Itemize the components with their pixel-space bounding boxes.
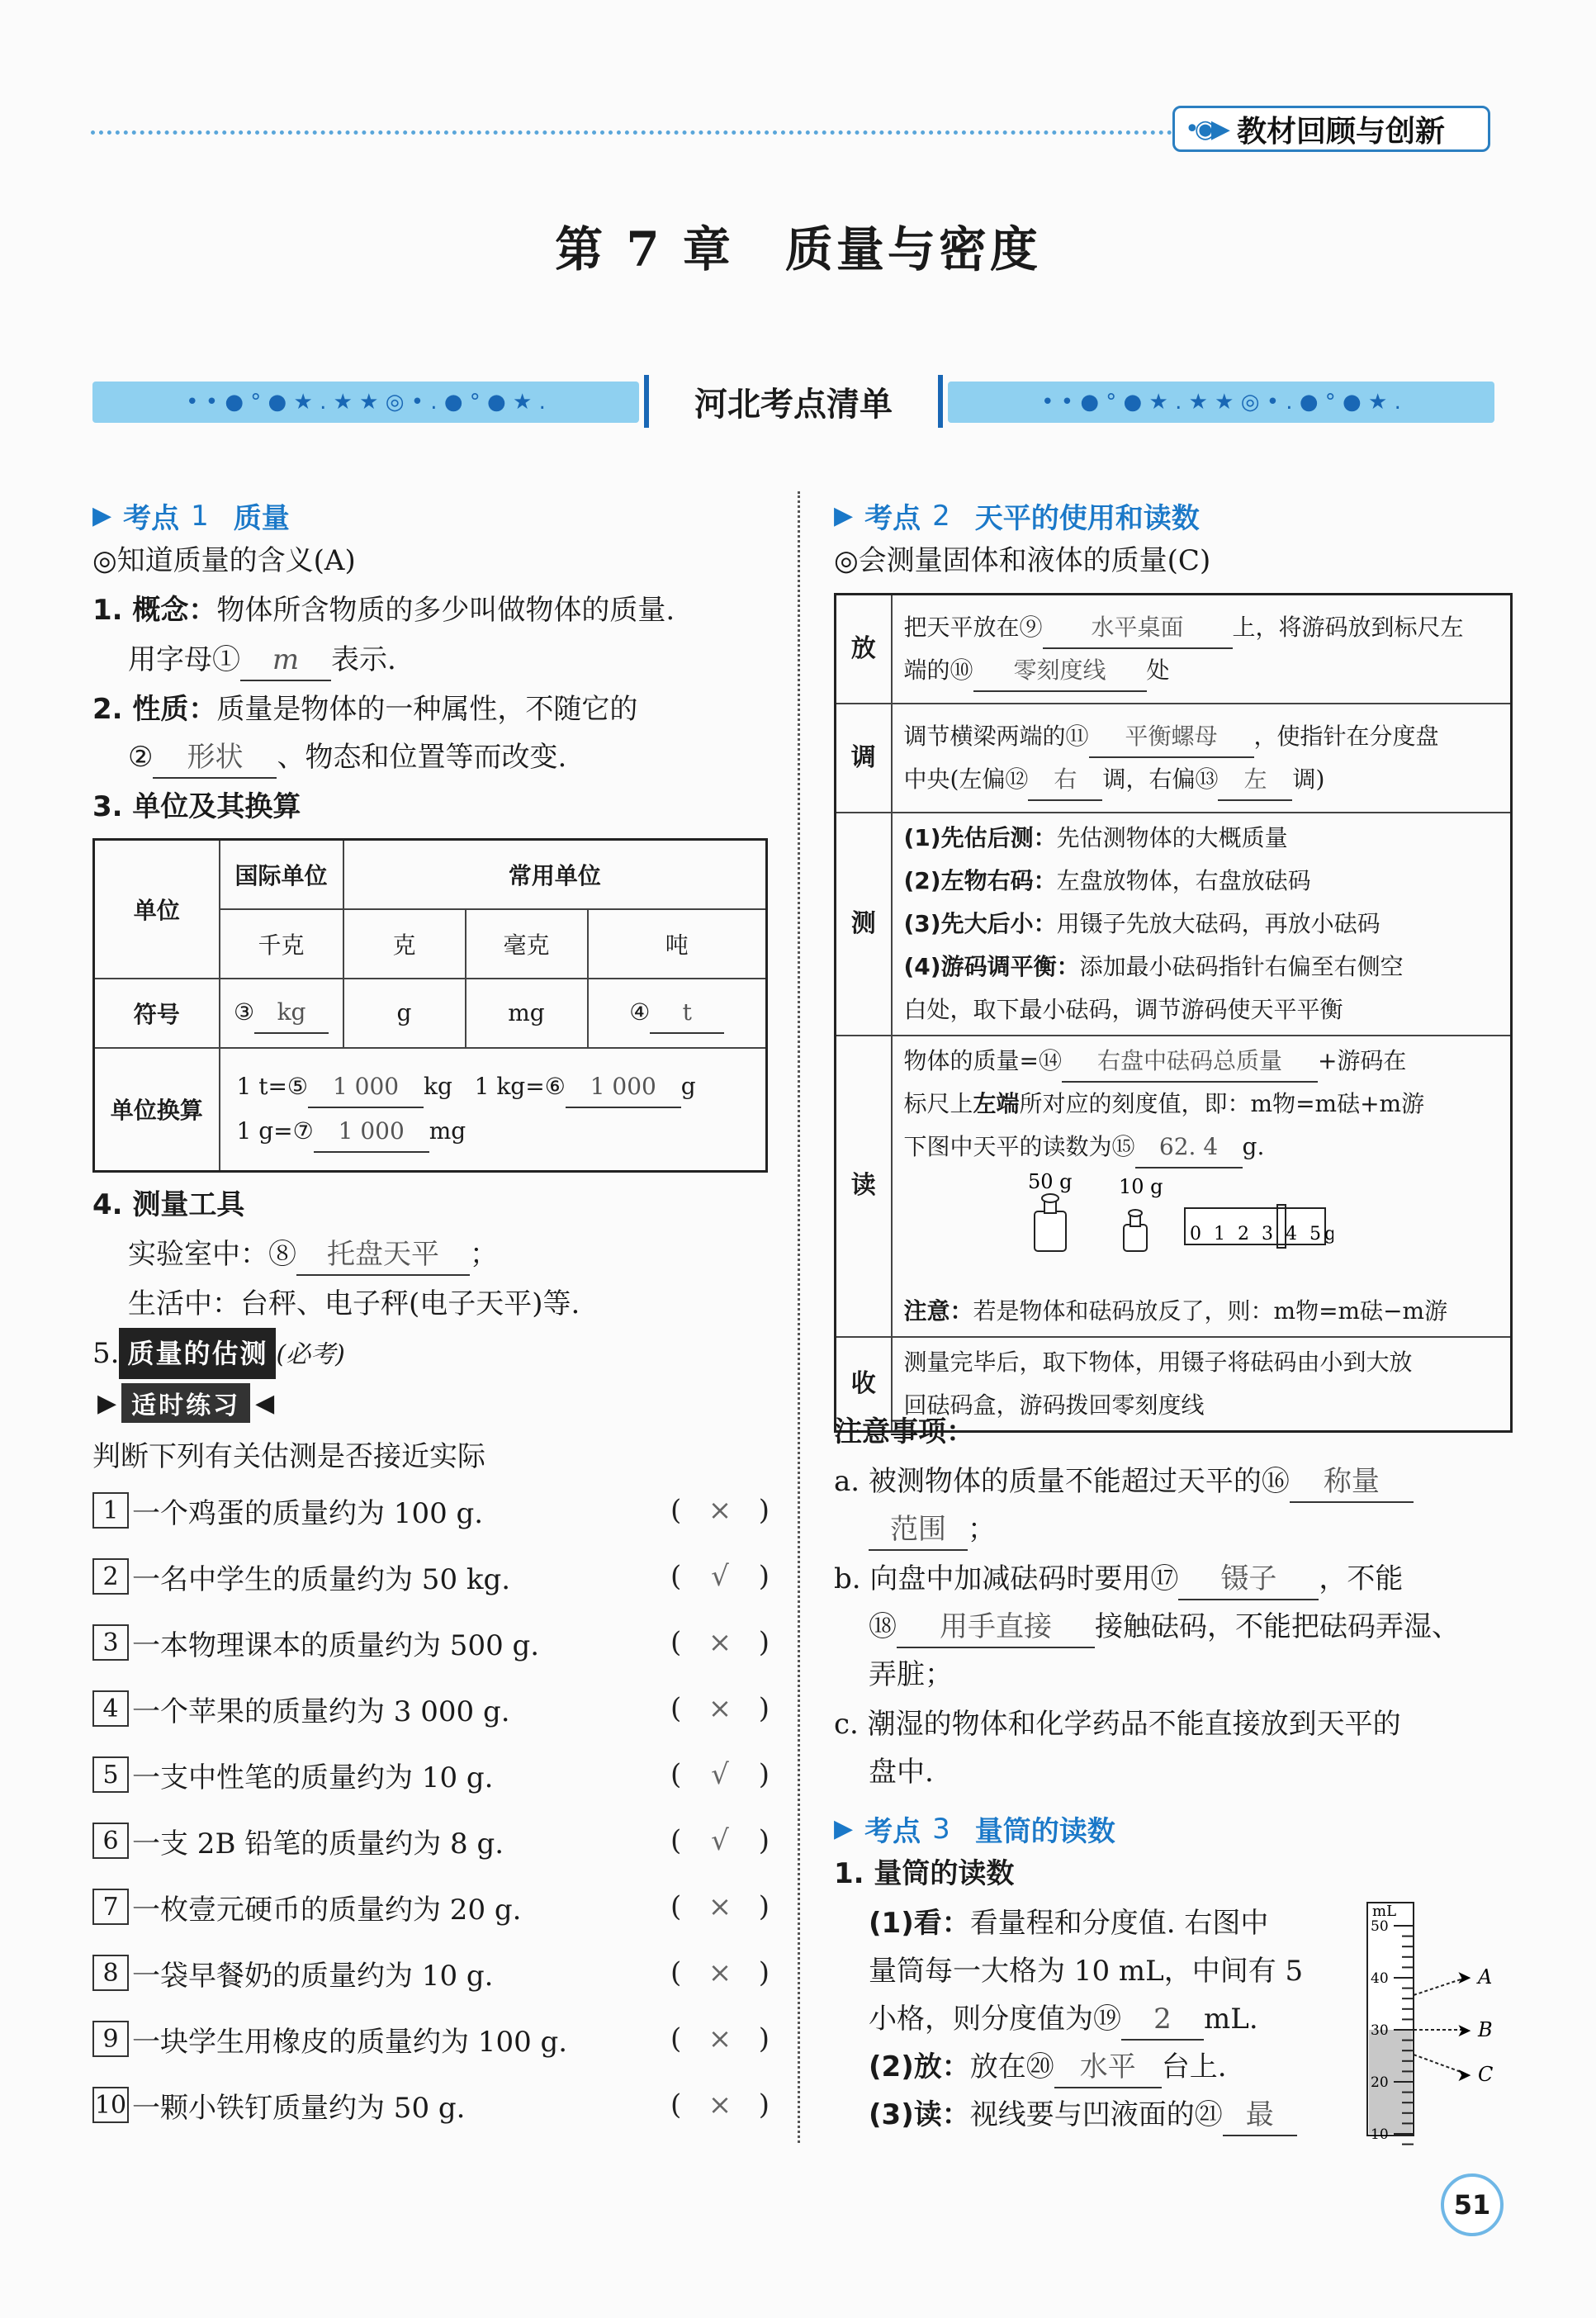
right-paren: ) [758, 1824, 770, 1857]
property-line [92, 685, 637, 733]
left-paren: ( [670, 2088, 682, 2121]
place-end: 台上. [1161, 2050, 1227, 2083]
conv2-text: 1 kg=⑥ [474, 1073, 566, 1101]
eye-arrow-b-icon: ➤ [1456, 2021, 1472, 2041]
item-text: 一颗小铁钉质量约为 50 g. [132, 2091, 466, 2125]
answer-mark: × [708, 2088, 732, 2121]
answer-blank: kg [254, 993, 329, 1034]
kp3-label: 考点 [864, 1815, 921, 1848]
left-paren: ( [670, 1758, 682, 1791]
kp3-line-2: 量筒每一大格为 10 mL，中间有 5 [869, 1955, 1304, 1988]
unit-header: 单位 [94, 840, 220, 979]
answer-blank: 称量 [1290, 1462, 1414, 1503]
unit-milligram: 毫克 [466, 909, 588, 979]
item-number: 5 [92, 1756, 129, 1793]
note-c: c. 潮湿的物体和化学药品不能直接放到天平的 [834, 1708, 1401, 1741]
practice-item [92, 1751, 770, 1799]
collect-text-2: 回砝码盒，游码拨回零刻度线 [903, 1391, 1205, 1419]
note-a-2 [869, 1505, 996, 1553]
label-c: C [1478, 2063, 1494, 2086]
property-end: 、物态和位置等而改变. [277, 741, 567, 774]
cylinder-tick-label: 40 [1371, 1970, 1389, 1987]
weight-50g-icon [1035, 1194, 1066, 1251]
kp3-subheading: 1. 量筒的读数 [834, 1857, 1015, 1890]
item-text: 一个苹果的质量约为 3 000 g. [132, 1695, 510, 1728]
left-paren: ( [670, 1956, 682, 1989]
item-text: 一本物理课本的质量约为 500 g. [132, 1628, 540, 1662]
tools-lab-text: 实验室中：⑧ [128, 1238, 296, 1271]
step-read: 读 [836, 1036, 892, 1337]
tools-lab-end: ； [470, 1238, 498, 1271]
concept-line-2 [128, 636, 396, 684]
measure-text-4: 添加最小砝码指针右偏至右侧空 [1079, 952, 1404, 980]
item-text: 一名中学生的质量约为 50 kg. [132, 1562, 511, 1596]
measure-rule-1: (1)先估后测： [903, 823, 1057, 851]
answer-blank: t [650, 993, 724, 1034]
item-text: 一个鸡蛋的质量约为 100 g. [132, 1496, 484, 1530]
item-number: 9 [92, 2021, 129, 2057]
conv2-unit: g [680, 1073, 696, 1101]
left-paren: ( [670, 1692, 682, 1725]
kp2-label: 考点 [864, 502, 921, 535]
right-paren: ) [758, 1956, 770, 1989]
ruler-scale: 0 1 2 3 4 5g [1189, 1223, 1333, 1244]
answer-blank: 左 [1218, 760, 1292, 801]
right-paren: ) [758, 1692, 770, 1725]
note-a-text: a. 被测物体的质量不能超过天平的⑯ [834, 1465, 1290, 1498]
note-b [834, 1555, 1403, 1603]
item-mark [670, 1494, 770, 1527]
answer-mark: × [708, 2022, 732, 2055]
practice-tag [97, 1383, 274, 1423]
triangle-icon: ▶ [92, 501, 112, 530]
practice-item [92, 1619, 770, 1666]
label-a: A [1478, 1965, 1493, 1989]
note-text: 若是物体和砝码放反了，则：m物=m砝−m游 [973, 1296, 1448, 1325]
answer-mark: × [708, 1956, 732, 1989]
kp3-line-1 [869, 1899, 1268, 1947]
practice-label: 适时练习 [121, 1383, 250, 1423]
triangle-icon: ▶ [834, 501, 854, 530]
conversion-header: 单位换算 [94, 1048, 220, 1172]
property-prompt: ② [128, 741, 154, 774]
answer-blank: 零刻度线 [973, 651, 1147, 692]
measure-text-5: 白处，取下最小砝码，调节游码使天平平衡 [903, 995, 1343, 1023]
left-paren: ( [670, 1890, 682, 1923]
note-c-2: 盘中. [869, 1756, 934, 1789]
kp1-num: 1 [191, 499, 209, 533]
measure-text-1: 先估测物体的大概质量 [1056, 823, 1288, 851]
kp3-line-3 [869, 1995, 1258, 2043]
conv1-unit: kg [424, 1073, 452, 1101]
notes-heading: 注意事项： [834, 1415, 974, 1448]
place-text: 放在⑳ [969, 2050, 1054, 2083]
answer-blank: 62. 4 [1135, 1127, 1243, 1168]
estimation-must: (必考) [276, 1340, 345, 1369]
note-b-text-3: 接触砝码，不能把砝码弄湿、 [1095, 1610, 1460, 1643]
measure-rule-4: (4)游码调平衡： [903, 952, 1080, 980]
header-dotted-line [91, 130, 1172, 135]
answer-mark: × [708, 1626, 732, 1659]
right-paren: ) [758, 2022, 770, 2055]
arrow-icon: •◉▶ [1185, 114, 1225, 144]
banner-decoration-right: • • ● ° ● ★ . ★ ★ ◎ • . ● ° ● ★ . [948, 382, 1494, 423]
answer-blank: 托盘天平 [296, 1235, 470, 1276]
unit-ton: 吨 [588, 909, 767, 979]
read-formula: 所对应的刻度值，即：m物=m砝+m游 [1019, 1089, 1425, 1117]
note-b-3: 弄脏； [869, 1658, 953, 1691]
left-paren: ( [670, 1626, 682, 1659]
kp3-line-5 [869, 2091, 1297, 2139]
tools-heading: 4. 测量工具 [92, 1188, 245, 1221]
header-badge [1172, 106, 1490, 152]
answer-blank: 用手直接 [897, 1607, 1095, 1648]
concept-line [92, 586, 675, 634]
unit-table [92, 838, 768, 1173]
step-adjust: 调 [836, 704, 892, 813]
triangle-icon: ▶ [834, 1814, 854, 1843]
answer-blank: 最 [1223, 2095, 1297, 2136]
right-paren: ) [758, 1494, 770, 1527]
step-read-content [892, 1036, 1512, 1337]
item-mark [670, 1890, 770, 1923]
item-number: 3 [92, 1624, 129, 1661]
right-paren: ) [758, 1626, 770, 1659]
kp3-heading [834, 1808, 1115, 1849]
reverse-play-icon: ◀ [255, 1388, 275, 1418]
step-place-content [892, 595, 1512, 704]
item-mark [670, 2022, 770, 2055]
kp2-num: 2 [932, 499, 950, 533]
step-collect-content [892, 1337, 1512, 1432]
answer-blank: 形状 [153, 737, 277, 779]
tools-life: 生活中：台秤、电子秤(电子天平)等. [128, 1287, 580, 1320]
estimation-heading [92, 1328, 345, 1379]
graduated-cylinder-diagram [1354, 1898, 1503, 2145]
answer-blank: 水平桌面 [1043, 608, 1233, 649]
answer-blank: 水平 [1054, 2047, 1162, 2088]
adjust-text-1: 调节横梁两端的⑪ [903, 722, 1089, 750]
read-text-3: 标尺上 [903, 1089, 973, 1117]
play-icon: ▶ [97, 1388, 117, 1418]
read-text-1: 物体的质量=⑭ [903, 1046, 1062, 1074]
ruler-icon [1185, 1205, 1333, 1248]
right-paren: ) [758, 1890, 770, 1923]
concept-text: 物体所含物质的多少叫做物体的质量. [216, 594, 675, 627]
answer-blank: m [240, 640, 331, 681]
note-label: 注意： [903, 1296, 973, 1325]
practice-item [92, 1552, 770, 1600]
item-number: 8 [92, 1955, 129, 1991]
item-number: 2 [92, 1558, 129, 1595]
page-number: 51 [1441, 2173, 1504, 2236]
right-paren: ) [758, 1560, 770, 1593]
balance-table [834, 593, 1513, 1433]
measure-text-3: 用镊子先放大砝码，再放小砝码 [1056, 909, 1381, 937]
item-mark [670, 1560, 770, 1593]
weights-and-ruler-diagram [904, 1168, 1333, 1276]
step-measure-content [892, 813, 1512, 1036]
answer-blank: 2 [1121, 1999, 1204, 2041]
place-text-4: 处 [1146, 656, 1170, 684]
conv1-text: 1 t=⑤ [236, 1073, 309, 1101]
item-text: 一块学生用橡皮的质量约为 100 g. [132, 2025, 568, 2059]
kp2-heading [834, 495, 1200, 536]
left-paren: ( [670, 1494, 682, 1527]
answer-blank: 镊子 [1178, 1559, 1319, 1600]
place-text-3: 端的⑩ [903, 656, 973, 684]
common-unit-header: 常用单位 [343, 840, 767, 909]
symbol-g: g [343, 979, 466, 1048]
adjust-text-4: 调，右偏⑬ [1102, 765, 1219, 793]
step-place: 放 [836, 595, 892, 704]
cylinder-tick-label: 10 [1371, 2126, 1389, 2143]
answer-blank: 1 000 [566, 1067, 681, 1108]
weight-50g-label: 50 g [1027, 1169, 1073, 1193]
answer-mark: √ [711, 1560, 729, 1593]
cylinder-tick-label: 30 [1371, 2022, 1389, 2039]
blank-number: ③ [233, 998, 255, 1026]
item-mark [670, 1824, 770, 1857]
answer-blank: 范围 [869, 1510, 968, 1551]
practice-item [92, 1949, 770, 1997]
header-badge-text: 教材回顾与创新 [1236, 114, 1445, 149]
read-left-end: 左端 [973, 1089, 1020, 1117]
kp1-heading [92, 495, 290, 536]
answer-mark: √ [711, 1824, 729, 1857]
estimation-num: 5. [92, 1337, 120, 1370]
weight-10g-icon [1124, 1210, 1147, 1251]
kp2-requirement: ◎会测量固体和液体的质量(C) [834, 544, 1211, 577]
item-number: 6 [92, 1823, 129, 1859]
answer-blank: 1 000 [314, 1112, 429, 1153]
item-mark [670, 1626, 770, 1659]
kp1-label: 考点 [123, 502, 180, 535]
concept-prompt: 用字母① [128, 643, 240, 676]
note-a [834, 1458, 1414, 1505]
item-text: 一支 2B 铅笔的质量约为 8 g. [132, 1827, 504, 1861]
property-line-2 [128, 733, 566, 781]
conv3-text: 1 g=⑦ [236, 1117, 314, 1145]
measure-rule-2: (2)左物右码： [903, 866, 1057, 894]
place-label: (2)放： [869, 2050, 970, 2083]
property-label: 2. 性质： [92, 693, 217, 726]
read-label: (3)读： [869, 2098, 970, 2131]
practice-item [92, 1817, 770, 1865]
conv3-unit: mg [429, 1117, 466, 1145]
note-b-2 [869, 1603, 1460, 1651]
weight-10g-label: 10 g [1118, 1174, 1163, 1198]
label-b: B [1478, 2018, 1493, 2041]
item-number: 7 [92, 1889, 129, 1925]
unit-heading: 3. 单位及其换算 [92, 790, 301, 823]
item-mark [670, 2088, 770, 2121]
banner-decoration-left: • • ● ° ● ★ . ★ ★ ◎ • . ● ° ● ★ . [92, 382, 639, 423]
right-paren: ) [758, 2088, 770, 2121]
eye-arrow-a-icon: ➤ [1456, 1968, 1472, 1989]
answer-blank: 平衡螺母 [1089, 717, 1254, 758]
item-number: 10 [92, 2087, 129, 2123]
symbol-header: 符号 [94, 979, 220, 1048]
measure-rule-3: (3)先大后小： [903, 909, 1057, 937]
note-a-end: ； [968, 1513, 996, 1546]
answer-mark: × [708, 1890, 732, 1923]
practice-item [92, 1486, 770, 1534]
place-text-1: 把天平放在⑨ [903, 613, 1043, 641]
read-text-2: +游码在 [1317, 1046, 1407, 1074]
read-unit: g. [1242, 1132, 1265, 1160]
answer-blank: 1 000 [308, 1067, 424, 1108]
cylinder-tick-label: 50 [1371, 1918, 1389, 1935]
blank-number: ④ [629, 998, 651, 1026]
kp3-name: 量筒的读数 [974, 1815, 1115, 1848]
adjust-text-3: 中央(左偏⑫ [903, 765, 1029, 793]
left-paren: ( [670, 2022, 682, 2055]
practice-item [92, 1883, 770, 1931]
division-unit: mL. [1204, 2003, 1258, 2036]
left-paren: ( [670, 1560, 682, 1593]
chapter-title: 第 7 章 质量与密度 [555, 221, 1041, 277]
note-b-num: ⑱ [869, 1610, 897, 1643]
symbol-mg: mg [466, 979, 588, 1048]
kp3-num: 3 [932, 1812, 950, 1846]
kp3-line-4 [869, 2043, 1227, 2091]
eye-arrow-c-icon: ➤ [1456, 2065, 1472, 2086]
read-text-4: 下图中天平的读数为⑮ [903, 1132, 1135, 1160]
item-mark [670, 1956, 770, 1989]
kp2-name: 天平的使用和读数 [974, 502, 1200, 535]
practice-item [92, 1685, 770, 1733]
answer-mark: √ [711, 1758, 729, 1791]
item-number: 4 [92, 1690, 129, 1727]
answer-blank: 右盘中砝码总质量 [1062, 1041, 1318, 1083]
cylinder-unit: mL [1372, 1903, 1397, 1920]
measure-text-2: 左盘放物体，右盘放砝码 [1056, 866, 1311, 894]
item-text: 一枚壹元硬币的质量约为 20 g. [132, 1893, 522, 1927]
banner-title: 河北考点清单 [644, 375, 943, 428]
item-mark [670, 1758, 770, 1791]
item-number: 1 [92, 1492, 129, 1529]
step-collect: 收 [836, 1337, 892, 1432]
item-mark [670, 1692, 770, 1725]
estimation-tag: 质量的估测 [119, 1328, 276, 1379]
tools-lab [128, 1230, 498, 1278]
right-paren: ) [758, 1758, 770, 1791]
concept-label: 1. 概念： [92, 594, 217, 627]
read-text: 视线要与凹液面的㉑ [969, 2098, 1223, 2131]
adjust-text-5: 调) [1292, 765, 1325, 793]
collect-text-1: 测量完毕后，取下物体，用镊子将砝码由小到大放 [903, 1348, 1413, 1376]
division-text: 小格，则分度值为⑲ [869, 2003, 1121, 2036]
kp1-name: 质量 [233, 502, 290, 535]
note-b-text-2: ，不能 [1319, 1562, 1404, 1595]
kp1-requirement: ◎知道质量的含义(A) [92, 544, 356, 577]
step-measure: 测 [836, 813, 892, 1036]
left-paren: ( [670, 1824, 682, 1857]
practice-item [92, 2081, 770, 2129]
place-text-2: 上，将游码放到标尺左 [1232, 613, 1464, 641]
item-text: 一支中性笔的质量约为 10 g. [132, 1761, 494, 1794]
column-divider [798, 491, 800, 2143]
practice-item [92, 2015, 770, 2063]
cylinder-tick-label: 20 [1371, 2074, 1389, 2091]
symbol-t [588, 979, 767, 1048]
answer-mark: × [708, 1692, 732, 1725]
answer-blank: 右 [1028, 760, 1102, 801]
item-text: 一袋早餐奶的质量约为 10 g. [132, 1959, 494, 1993]
step-adjust-content [892, 704, 1512, 813]
unit-gram: 克 [343, 909, 466, 979]
look-label: (1)看： [869, 1907, 970, 1940]
symbol-kg [220, 979, 343, 1048]
adjust-text-2: ，使指针在分度盘 [1253, 722, 1439, 750]
look-text: 看量程和分度值. 右图中 [969, 1907, 1269, 1940]
note-b-text: b. 向盘中加减砝码时要用⑰ [834, 1562, 1179, 1595]
unit-kilogram: 千克 [220, 909, 343, 979]
intl-unit-header: 国际单位 [220, 840, 343, 909]
conversion-cell [220, 1048, 767, 1172]
practice-intro: 判断下列有关估测是否接近实际 [92, 1440, 485, 1473]
property-text: 质量是物体的一种属性，不随它的 [216, 693, 638, 726]
answer-mark: × [708, 1494, 732, 1527]
concept-end: 表示. [331, 643, 396, 676]
